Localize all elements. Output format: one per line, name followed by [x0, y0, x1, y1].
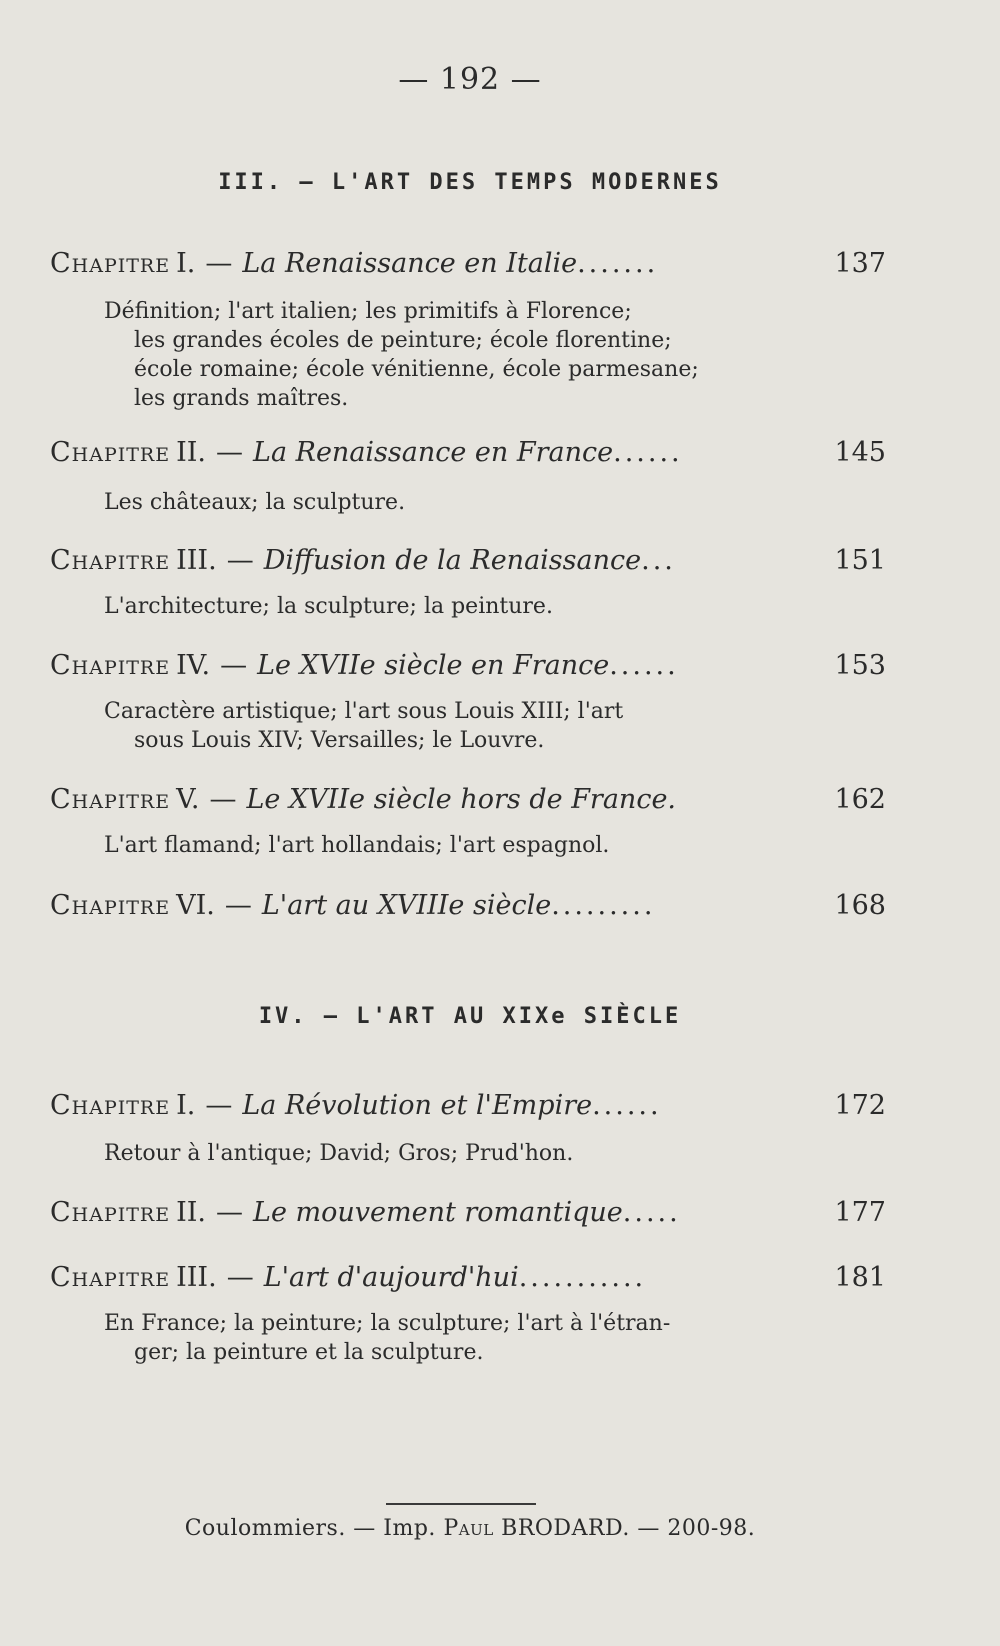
chapter-page: 153 [834, 650, 886, 681]
chapter-label: Chapitre [50, 437, 171, 468]
dash: — [226, 545, 254, 576]
chapter-number: V. [176, 784, 200, 815]
description-line: L'art flamand; l'art hollandais; l'art espagnol. [104, 833, 610, 858]
chapter-label: Chapitre [50, 890, 171, 921]
imprint-city: Coulommiers. — Imp. [184, 1516, 436, 1541]
chapter-label: Chapitre [50, 1090, 171, 1121]
chapter-number: II. [176, 437, 207, 468]
chapter-page: 151 [834, 545, 886, 576]
toc-entry [50, 545, 886, 576]
chapter-page: 162 [834, 784, 886, 815]
description-line: ger; la peinture et la sculpture. [134, 1340, 484, 1365]
chapter-label: Chapitre [50, 545, 171, 576]
chapter-label: Chapitre [50, 784, 171, 815]
chapter-page: 181 [834, 1262, 886, 1293]
chapter-page: 145 [834, 437, 886, 468]
description-line: école romaine; école vénitienne, école parmesane; [134, 357, 699, 382]
chapter-title: La Révolution et l'Empire [242, 1090, 593, 1121]
chapter-label: Chapitre [50, 1262, 171, 1293]
chapter-page: 137 [834, 248, 886, 279]
description-line: En France; la peinture; la sculpture; l'art à l'étran- [104, 1311, 671, 1336]
chapter-description [104, 697, 804, 755]
toc-entry [50, 1090, 886, 1121]
chapter-number: III. [176, 1262, 217, 1293]
toc-entry [50, 437, 886, 468]
description-line: les grands maîtres. [134, 386, 349, 411]
chapter-page: 168 [834, 890, 886, 921]
chapter-number: IV. [176, 650, 211, 681]
chapter-label: Chapitre [50, 248, 171, 279]
dash: — [209, 784, 237, 815]
toc-entry [50, 890, 886, 921]
chapter-title: Diffusion de la Renaissance [263, 545, 642, 576]
chapter-description [104, 1309, 804, 1367]
page-number: — 192 — [398, 62, 542, 97]
chapter-title: La Renaissance en Italie [242, 248, 578, 279]
toc-entry [50, 650, 886, 681]
chapter-page: 177 [834, 1197, 886, 1228]
description-line: Définition; l'art italien; les primitifs à Florence; [104, 299, 632, 324]
leader-dots: ......... [551, 890, 656, 921]
leader-dots: ....... [577, 248, 659, 279]
toc-entry [50, 1197, 886, 1228]
chapter-label: Chapitre [50, 1197, 171, 1228]
dash: — [205, 1090, 233, 1121]
chapter-title: La Renaissance en France [253, 437, 614, 468]
description-line: sous Louis XIV; Versailles; le Louvre. [134, 728, 545, 753]
chapter-number: II. [176, 1197, 207, 1228]
chapter-page: 172 [834, 1090, 886, 1121]
chapter-title: Le XVIIe siècle en France [257, 650, 610, 681]
toc-entry [50, 248, 886, 279]
chapter-label: Chapitre [50, 650, 171, 681]
chapter-description [104, 297, 804, 413]
toc-entry [50, 1262, 886, 1293]
chapter-description [104, 1139, 804, 1168]
printer-imprint [0, 1516, 940, 1541]
description-line: Les châteaux; la sculpture. [104, 490, 406, 515]
section-title: III. — L'ART DES TEMPS MODERNES [218, 170, 722, 195]
chapter-number: III. [176, 545, 217, 576]
chapter-description [104, 831, 804, 860]
section-title: IV. — L'ART AU XIXe SIÈCLE [258, 1004, 682, 1029]
imprint-printer: Paul BRODARD. [443, 1516, 630, 1541]
chapter-description [104, 592, 804, 621]
chapter-title: Le XVIIe siècle hors de France. [246, 784, 677, 815]
divider-rule [386, 1503, 536, 1505]
chapter-description [104, 488, 804, 517]
chapter-number: I. [176, 1090, 196, 1121]
leader-dots: ...... [609, 650, 679, 681]
dash: — [224, 890, 252, 921]
description-line: Retour à l'antique; David; Gros; Prud'hon. [104, 1141, 574, 1166]
leader-dots: ..... [622, 1197, 681, 1228]
dash: — [216, 437, 244, 468]
imprint-code: — 200-98. [637, 1516, 756, 1541]
description-line: Caractère artistique; l'art sous Louis XIII; l'art [104, 699, 624, 724]
dash: — [220, 650, 248, 681]
chapter-title: L'art au XVIIIe siècle [261, 890, 552, 921]
leader-dots: ... [641, 545, 676, 576]
description-line: L'architecture; la sculpture; la peinture. [104, 594, 553, 619]
description-line: les grandes écoles de peinture; école florentine; [134, 328, 672, 353]
dash: — [205, 248, 233, 279]
leader-dots: ........... [518, 1262, 647, 1293]
leader-dots: ...... [613, 437, 683, 468]
chapter-title: Le mouvement romantique [253, 1197, 623, 1228]
chapter-number: I. [176, 248, 196, 279]
dash: — [226, 1262, 254, 1293]
toc-entry [50, 784, 886, 815]
dash: — [216, 1197, 244, 1228]
chapter-number: VI. [176, 890, 215, 921]
leader-dots: ...... [592, 1090, 662, 1121]
chapter-title: L'art d'aujourd'hui [263, 1262, 519, 1293]
